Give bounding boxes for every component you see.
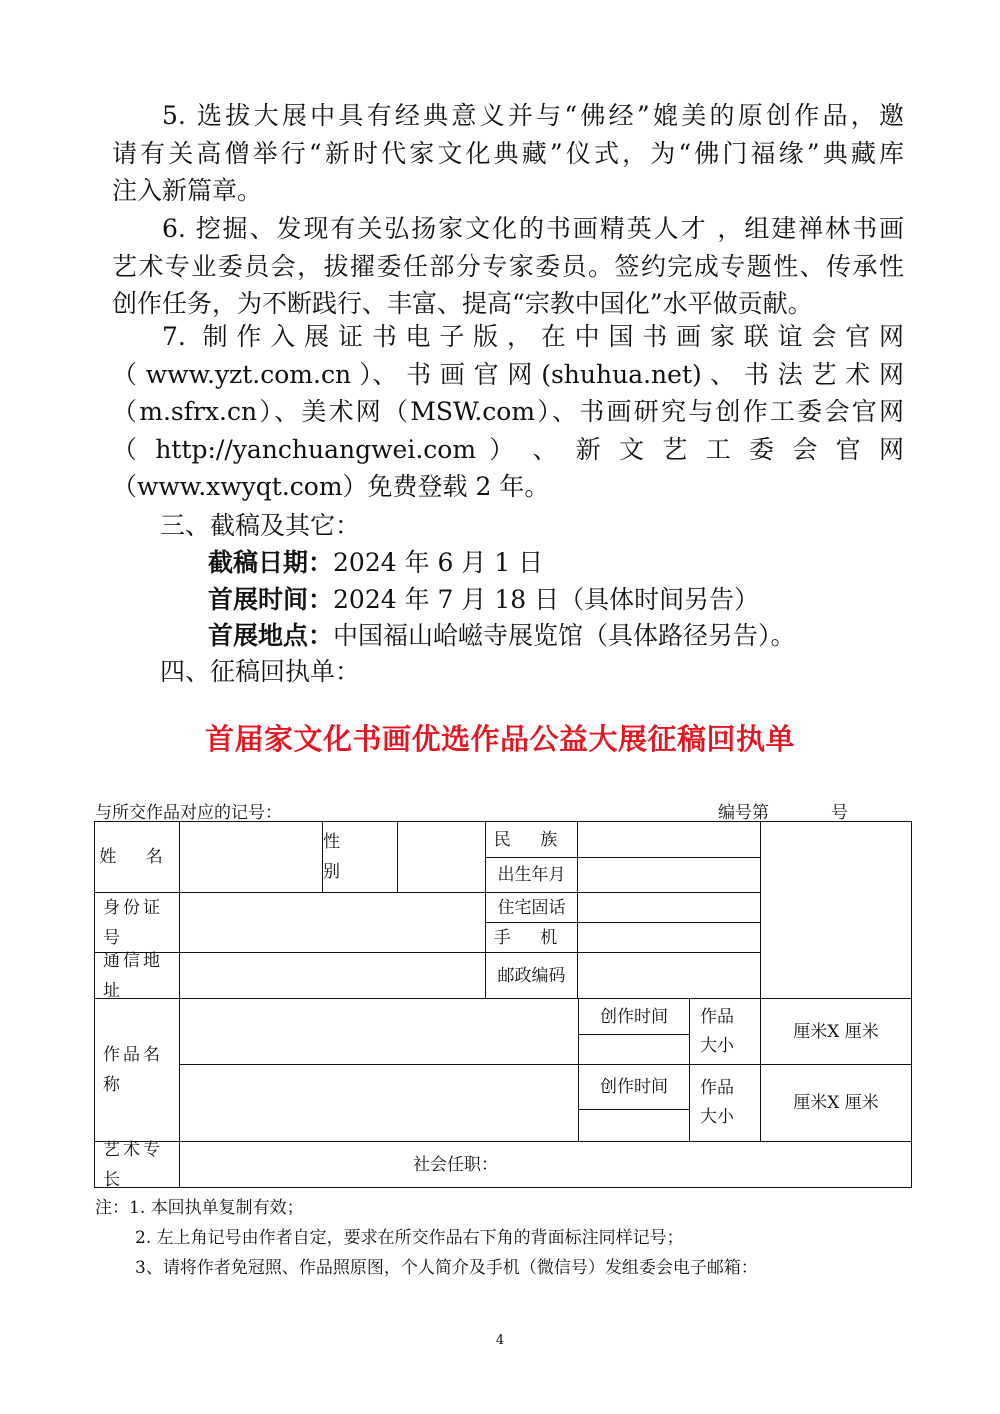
gender-label: 性 别: [322, 821, 398, 893]
number-label: [718, 798, 848, 823]
form-title: 首届家文化书画优选作品公益大展征稿回执单: [204, 722, 795, 756]
first-show-time-row: [208, 580, 759, 616]
page-number: 4: [495, 1333, 505, 1348]
create-time-1-input-cell[interactable]: [578, 1034, 690, 1065]
address-label: 通信地址: [94, 952, 180, 999]
item-7-line-4: （ http://yanchuangwei.com ） 、 新 文 艺 工 委 会 官 网: [112, 434, 904, 464]
item-6-line-1: 6. 挖掘、发现有关弘扬家文化的书画精英人才 ，组建禅林书画: [162, 214, 904, 243]
home-phone-input-cell[interactable]: [577, 892, 761, 923]
deadline-row: [208, 543, 543, 579]
home-phone-label: 住宅固话: [485, 892, 578, 923]
social-title-label: 社会任职：: [413, 1154, 498, 1175]
item-5-paragraph: [112, 97, 904, 210]
number-prefix: 编号第: [718, 803, 769, 823]
create-time-1-label: 创作时间: [578, 998, 690, 1035]
gender-input-cell[interactable]: [397, 821, 486, 893]
work-name-2-input-cell[interactable]: [179, 1064, 579, 1142]
id-number-label: 身份证号: [94, 892, 180, 953]
item-7-line-2: （ www.yzt.com.cn ）、 书 画 官 网 (shuhua.net) 、 书 法 艺 术 网: [112, 359, 904, 389]
size-2-dims-cell[interactable]: 厘米X 厘米: [760, 1064, 912, 1142]
section-4-heading: 四、征稿回执单：: [160, 657, 361, 686]
note-2: 2. 左上角记号由作者自定，要求在所交作品右下角的背面标注同样记号；: [135, 1228, 684, 1248]
create-time-2-input-cell[interactable]: [578, 1109, 690, 1142]
item-7-line-3: （m.sfrx.cn）、美术网（MSW.com）、书画研究与创作工委会官网: [112, 397, 904, 426]
id-number-input-cell[interactable]: [179, 892, 486, 953]
size-2-label: [689, 1064, 761, 1142]
item-7-paragraph: [112, 318, 904, 506]
item-6-paragraph: [112, 210, 904, 323]
deadline-value: 2024 年 6 月 1 日: [333, 548, 544, 577]
birth-input-cell[interactable]: [577, 857, 761, 893]
submission-form-table: [95, 822, 912, 1188]
first-show-place-value: 中国福山峆嵫寺展览馆（具体路径另告）。: [333, 621, 796, 650]
deadline-label: 截稿日期：: [208, 548, 334, 577]
size-1-label-bottom: 大小: [700, 1035, 734, 1056]
number-suffix: 号: [831, 803, 848, 823]
postcode-label: 邮政编码: [485, 952, 578, 999]
ethnicity-input-cell[interactable]: [577, 821, 761, 858]
item-7-line-1: 7. 制作入展证书电子版，在中国书画家联谊会官网: [162, 322, 904, 351]
first-show-place-row: [208, 616, 796, 652]
birth-label: 出生年月: [485, 857, 578, 893]
item-5-line-1: 5. 选拔大展中具有经典意义并与“佛经”媲美的原创作品，邀: [162, 101, 904, 130]
address-input-cell[interactable]: [179, 952, 486, 999]
size-1-dims-cell[interactable]: 厘米X 厘米: [760, 998, 912, 1065]
item-6-line-2: 艺术专业委员会，拔擢委任部分专家委员。签约完成专题性、传承性: [112, 251, 904, 281]
first-show-place-label: 首展地点：: [208, 621, 334, 650]
work-name-1-input-cell[interactable]: [179, 998, 579, 1065]
create-time-2-label: 创作时间: [578, 1064, 690, 1110]
mobile-label: 手 机: [485, 922, 578, 953]
size-2-label-top: 作品: [700, 1078, 734, 1098]
section-3-heading: 三、截稿及其它：: [160, 511, 361, 540]
work-name-label: 作品名称: [94, 998, 180, 1142]
item-5-line-3: 注入新篇章。: [112, 176, 263, 205]
note-1: 注：1. 本回执单复制有效；: [95, 1198, 304, 1218]
specialty-label: 艺术专长: [94, 1141, 180, 1188]
item-6-line-3: 创作任务，为不断践行、丰富、提高“宗教中国化”水平做贡献。: [112, 289, 813, 318]
postcode-input-cell[interactable]: [577, 952, 761, 999]
form-notes: [95, 1193, 758, 1283]
size-1-label: [689, 998, 761, 1065]
name-input-cell[interactable]: [179, 821, 323, 893]
mark-label: 与所交作品对应的记号：: [95, 803, 282, 823]
item-7-line-5: （www.xwyqt.com）免费登载 2 年。: [112, 472, 550, 501]
size-2-label-bottom: 大小: [700, 1107, 734, 1127]
mobile-input-cell[interactable]: [577, 922, 761, 953]
name-label: 姓 名: [94, 821, 180, 893]
ethnicity-label: 民 族: [485, 821, 578, 858]
photo-cell[interactable]: [760, 821, 912, 999]
item-5-line-2: 请有关高僧举行“新时代家文化典藏”仪式，为“佛门福缘”典藏库: [112, 138, 904, 168]
first-show-time-label: 首展时间：: [208, 585, 334, 614]
size-1-label-top: 作品: [700, 1006, 734, 1027]
first-show-time-value: 2024 年 7 月 18 日（具体时间另告）: [333, 585, 760, 614]
note-3: 3、请将作者免冠照、作品照原图，个人简介及手机（微信号）发组委会电子邮箱：: [135, 1258, 758, 1278]
specialty-input-cell[interactable]: [179, 1141, 912, 1188]
